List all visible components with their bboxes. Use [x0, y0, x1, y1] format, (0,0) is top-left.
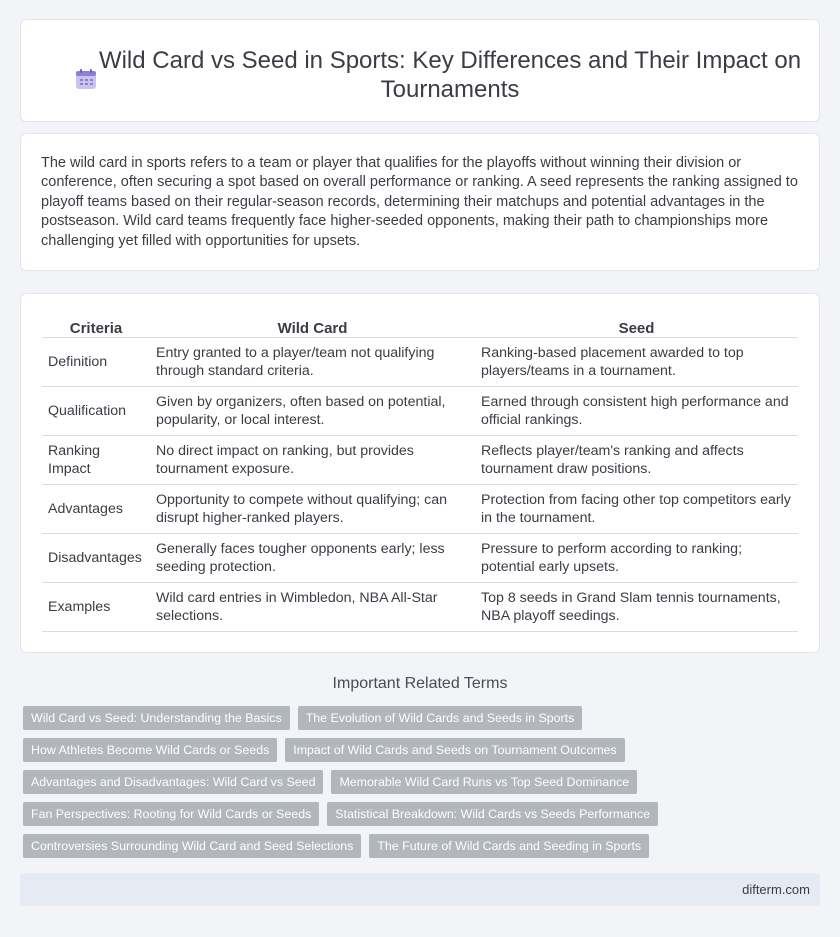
table-row	[42, 484, 798, 533]
related-terms-list	[23, 706, 813, 858]
row-wild-card: No direct impact on ranking, but provides tournament exposure.	[150, 435, 475, 484]
intro-paragraph: The wild card in sports refers to a team or player that qualifies for the playoffs without winning their division or conference, often securing a spot based on overall performance or ranking. A seed represents the ranking assigned to playoff teams based on their regular-season records, determining their matchups and potential advantages in the postseason. Wild card teams frequently face higher-seeded opponents, making their path to championships more challenging yet filled with opportunities for upsets.	[41, 155, 798, 249]
related-term-link[interactable]: Statistical Breakdown: Wild Cards vs Seeds Performance	[327, 802, 658, 826]
comparison-card	[20, 293, 820, 653]
comparison-table	[42, 312, 798, 632]
row-seed: Top 8 seeds in Grand Slam tennis tournaments, NBA playoff seedings.	[475, 582, 798, 631]
related-term-link[interactable]: Advantages and Disadvantages: Wild Card vs Seed	[23, 770, 323, 794]
row-criteria: Disadvantages	[42, 533, 150, 582]
table-row	[42, 533, 798, 582]
related-term-link[interactable]: Impact of Wild Cards and Seeds on Tournament Outcomes	[285, 738, 624, 762]
row-wild-card: Opportunity to compete without qualifying; can disrupt higher-ranked players.	[150, 484, 475, 533]
footer-bar	[20, 873, 820, 906]
table-row	[42, 435, 798, 484]
related-terms-heading: Important Related Terms	[332, 675, 508, 692]
related-term-link[interactable]: The Evolution of Wild Cards and Seeds in Sports	[298, 706, 583, 730]
related-term-link[interactable]: Wild Card vs Seed: Understanding the Basics	[23, 706, 290, 730]
intro-card	[20, 133, 820, 271]
table-row	[42, 386, 798, 435]
related-term-link[interactable]: The Future of Wild Cards and Seeding in Sports	[369, 834, 649, 858]
row-seed: Protection from facing other top competitors early in the tournament.	[475, 484, 798, 533]
page-title: Wild Card vs Seed in Sports: Key Differences and Their Impact on Tournaments	[98, 47, 802, 103]
related-term-link[interactable]: Controversies Surrounding Wild Card and Seed Selections	[23, 834, 361, 858]
row-seed: Pressure to perform according to ranking; potential early upsets.	[475, 533, 798, 582]
table-row	[42, 582, 798, 631]
related-term-link[interactable]: Memorable Wild Card Runs vs Top Seed Dominance	[331, 770, 637, 794]
title-card	[20, 19, 820, 122]
row-criteria: Advantages	[42, 484, 150, 533]
row-seed: Earned through consistent high performance and official rankings.	[475, 386, 798, 435]
footer-site[interactable]: difterm.com	[742, 882, 810, 897]
row-wild-card: Wild card entries in Wimbledon, NBA All-Star selections.	[150, 582, 475, 631]
table-row	[42, 337, 798, 386]
row-criteria: Qualification	[42, 386, 150, 435]
header-seed: Seed	[475, 312, 798, 337]
row-seed: Reflects player/team's ranking and affects tournament draw positions.	[475, 435, 798, 484]
related-term-link[interactable]: Fan Perspectives: Rooting for Wild Cards or Seeds	[23, 802, 319, 826]
row-seed: Ranking-based placement awarded to top players/teams in a tournament.	[475, 337, 798, 386]
row-wild-card: Entry granted to a player/team not qualifying through standard criteria.	[150, 337, 475, 386]
row-criteria: Definition	[42, 337, 150, 386]
header-wild-card: Wild Card	[150, 312, 475, 337]
row-criteria: Examples	[42, 582, 150, 631]
row-wild-card: Given by organizers, often based on potential, popularity, or local interest.	[150, 386, 475, 435]
related-term-link[interactable]: How Athletes Become Wild Cards or Seeds	[23, 738, 277, 762]
row-wild-card: Generally faces tougher opponents early; less seeding protection.	[150, 533, 475, 582]
table-header-row	[42, 312, 798, 337]
row-criteria: Ranking Impact	[42, 435, 150, 484]
header-criteria: Criteria	[42, 312, 150, 337]
